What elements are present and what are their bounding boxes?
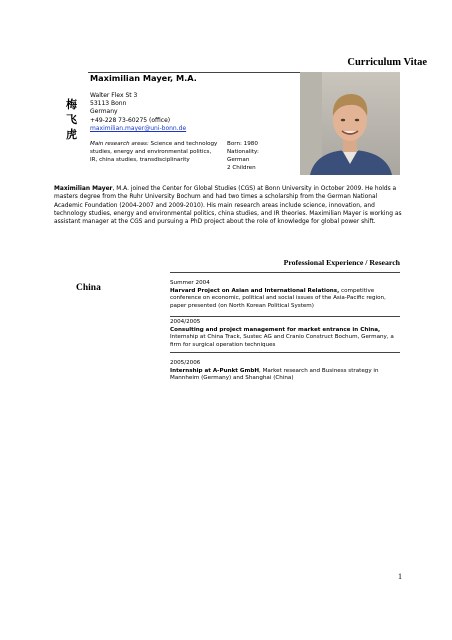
entry-heading: Harvard Project on Asian and International Relations,: [170, 287, 340, 294]
entry-heading: Consulting and project management for market entrance in China,: [170, 326, 381, 333]
chinese-name: [66, 98, 80, 143]
chinese-char-2: 飞: [66, 114, 77, 126]
city: 53113 Bonn: [90, 100, 127, 108]
children: 2 Children: [227, 165, 256, 171]
entry-text: Internship at China Track, Sustec AG and Cranio Construct Bochum, Germany, a firm for surgical operation techniques: [170, 334, 394, 348]
section-rule: [170, 272, 400, 273]
nationality-label: Nationality:: [227, 149, 259, 155]
phone: +49-228 73-60275 (office): [90, 116, 171, 124]
born: Born: 1980: [227, 141, 258, 147]
region-label: China: [76, 283, 101, 293]
entry-text: competitive conference on economic, political and social issues of the Asia-Pacific region, paper presented (on North Korean Political System): [170, 287, 386, 309]
street: Walter Flex St 3: [90, 92, 138, 99]
experience-entry: [170, 319, 402, 349]
entry-heading: Internship at A-Punkt GmbH: [170, 367, 260, 374]
country: Germany: [90, 108, 118, 116]
experience-entry: [170, 360, 402, 383]
entry-divider: [170, 316, 400, 317]
chinese-char-3: 虎: [66, 129, 77, 141]
email-link[interactable]: maximilian.mayer@uni-bonn.de: [90, 124, 187, 132]
personal-info: [227, 140, 259, 172]
portrait-photo: [300, 72, 400, 175]
biography: [54, 185, 404, 226]
cv-title: Curriculum Vitae: [347, 57, 427, 68]
page-number: 1: [398, 572, 402, 581]
section-title: Professional Experience / Research: [283, 258, 400, 267]
research-areas: [90, 140, 220, 164]
address-block: [90, 92, 186, 133]
entry-year: 2004/2005: [170, 319, 201, 325]
research-label: Main research areas:: [90, 141, 149, 147]
chinese-char-1: 梅: [66, 99, 77, 111]
person-name: Maximilian Mayer, M.A.: [90, 73, 197, 83]
bio-text: , M.A. joined the Center for Global Studies (CGS) at Bonn University in October 2009. He holds a masters degree from the Ruhr University Bochum and had two times a scholarship from the German National Academic Foundation (2004-2007 and 2009-2010). His main research areas include science, innovation, and technology studies, energy and environmental politics, china studies, and IR theories. Maximilian Mayer is working as assistant manager at the CGS and pursuing a PhD project about the role of knowledge for global power shift.: [54, 186, 402, 226]
entry-year: Summer 2004: [170, 280, 210, 286]
entry-text: , Market research and Business strategy in Mannheim (Germany) and Shanghai (China): [170, 367, 379, 382]
bio-name: Maximilian Mayer: [54, 186, 113, 192]
experience-entry: [170, 280, 402, 310]
research-text: Science and technology studies, energy and environmental politics, IR, china studies, transdisciplinarity: [90, 141, 218, 163]
nationality: German: [227, 157, 250, 163]
entry-year: 2005/2006: [170, 360, 201, 366]
entry-divider: [170, 352, 400, 353]
